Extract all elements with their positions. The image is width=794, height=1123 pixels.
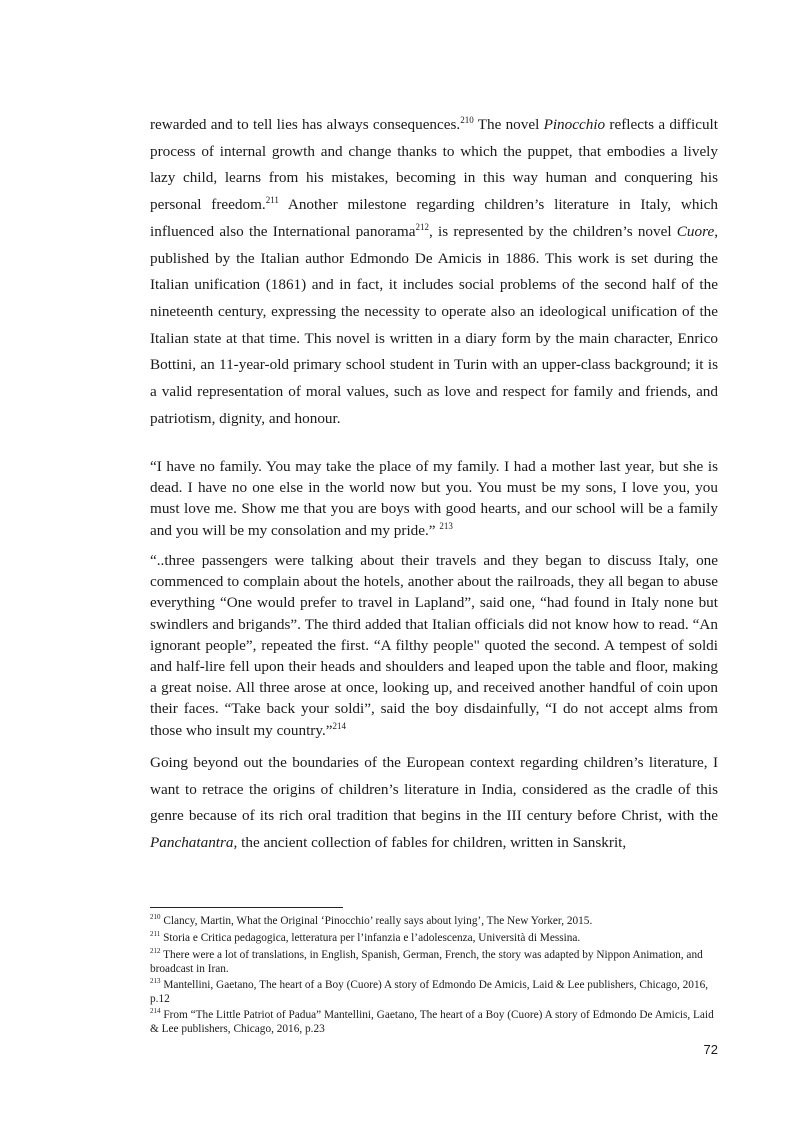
footnote-text: From “The Little Patriot of Padua” Mantellini, Gaetano, The heart of a Boy (Cuore) A story of Edmondo De Amicis, Laid & Lee publishers, Chicago, 2016, p.23 bbox=[150, 1009, 714, 1035]
quote1-text: “I have no family. You may take the place of my family. I had a mother last year, but she is dead. I have no one else in the world now but you. You must be my sons, I love you, you must love me. Show me that you are boys with good hearts, and our school will be a family and you will be my consolation and my pride.” bbox=[150, 458, 718, 539]
footnote-number: 212 bbox=[150, 947, 161, 956]
footnote-210 bbox=[150, 915, 718, 929]
block-quote-2 bbox=[150, 550, 718, 741]
title-pinocchio: Pinocchio bbox=[543, 116, 606, 133]
title-panchatantra: Panchatantra bbox=[150, 834, 234, 852]
footnote-213 bbox=[150, 979, 718, 1006]
para2-text-1: Going beyond out the boundaries of the European context regarding children’s literature, I want to retrace the origins of children’s literature in India, considered as the cradle of this genre because of its rich oral tradition that begins in the III century before Christ, with the bbox=[150, 754, 718, 825]
footnote-separator bbox=[150, 907, 343, 908]
para1-text-1: rewarded and to tell lies has always consequences. bbox=[150, 116, 461, 133]
footnote-number: 210 bbox=[150, 913, 161, 922]
footnote-ref-211: 211 bbox=[265, 195, 279, 206]
para2-text-2: , the ancient collection of fables for children, written in Sanskrit, bbox=[233, 834, 627, 852]
para1-text-2: The novel bbox=[473, 116, 544, 133]
footnote-ref-210: 210 bbox=[460, 114, 474, 125]
footnote-212 bbox=[150, 949, 718, 976]
body-paragraph-1 bbox=[150, 112, 718, 432]
footnote-211 bbox=[150, 932, 718, 946]
para1-text-3: reflects a difficult process of internal growth and change thanks to which the puppet, that embodies a lively lazy child, learns from his mistakes, becoming in this way human and conquering his personal freedom. bbox=[150, 116, 718, 214]
footnote-ref-213: 213 bbox=[439, 520, 453, 531]
footnote-text: Mantellini, Gaetano, The heart of a Boy (Cuore) A story of Edmondo De Amicis, Laid & Lee publishers, Chicago, 2016, p.12 bbox=[150, 979, 709, 1005]
footnote-text: There were a lot of translations, in English, Spanish, German, French, the story was adapted by Nippon Animation, and broadcast in Iran. bbox=[150, 949, 703, 975]
footnote-214 bbox=[150, 1009, 718, 1036]
footnote-number: 213 bbox=[150, 977, 161, 986]
para1-text-5: , is represented by the children’s novel bbox=[428, 222, 677, 240]
block-quote-1 bbox=[150, 456, 718, 541]
footnote-ref-214: 214 bbox=[332, 720, 347, 731]
title-cuore: Cuore bbox=[676, 222, 715, 240]
para1-text-6: , published by the Italian author Edmondo De Amicis in 1886. This work is set during the Italian unification (1861) and in fact, it includes social problems of the second half of the nineteenth century, expressing the necessity to operate also an ideological unification of the Italian state at that time. This novel is written in a diary form by the main character, Enrico Bottini, an 11-year-old primary school student in Turin with an upper-class background; it is a valid representation of moral values, such as love and respect for family and friends, and patriotism, dignity, and honour. bbox=[150, 222, 718, 427]
footnote-ref-212: 212 bbox=[415, 221, 429, 232]
footnote-text: Storia e Critica pedagogica, letteratura per l’infanzia e l’adolescenza, Università di Messina. bbox=[160, 932, 581, 944]
footnote-text: Clancy, Martin, What the Original ‘Pinocchio’ really says about lying’, The New Yorker, 2015. bbox=[160, 915, 593, 927]
para1-text-4: Another milestone regarding children’s literature in Italy, which influenced also the International panorama bbox=[150, 196, 718, 240]
quote2-text: “..three passengers were talking about their travels and they began to discuss Italy, one commenced to complain about the hotels, another about the railroads, they all began to abuse everything “One would prefer to travel in Lapland”, said one, “had found in Italy none but swindlers and brigands”. The third added that Italian officials did not know how to read. “An ignorant people”, repeated the first. “A filthy people" quoted the second. A tempest of soldi and half-lire fell upon their heads and shoulders and leaped upon the table and floor, making a great noise. All three arose at once, looking up, and received another handful of coin upon their faces. “Take back your soldi”, said the boy disdainfully, “I do not accept alms from those who insult my country.” bbox=[150, 552, 718, 739]
page-number: 72 bbox=[703, 1042, 718, 1057]
body-paragraph-2 bbox=[150, 750, 718, 857]
footnote-number: 214 bbox=[150, 1007, 161, 1016]
footnote-number: 211 bbox=[150, 930, 161, 939]
